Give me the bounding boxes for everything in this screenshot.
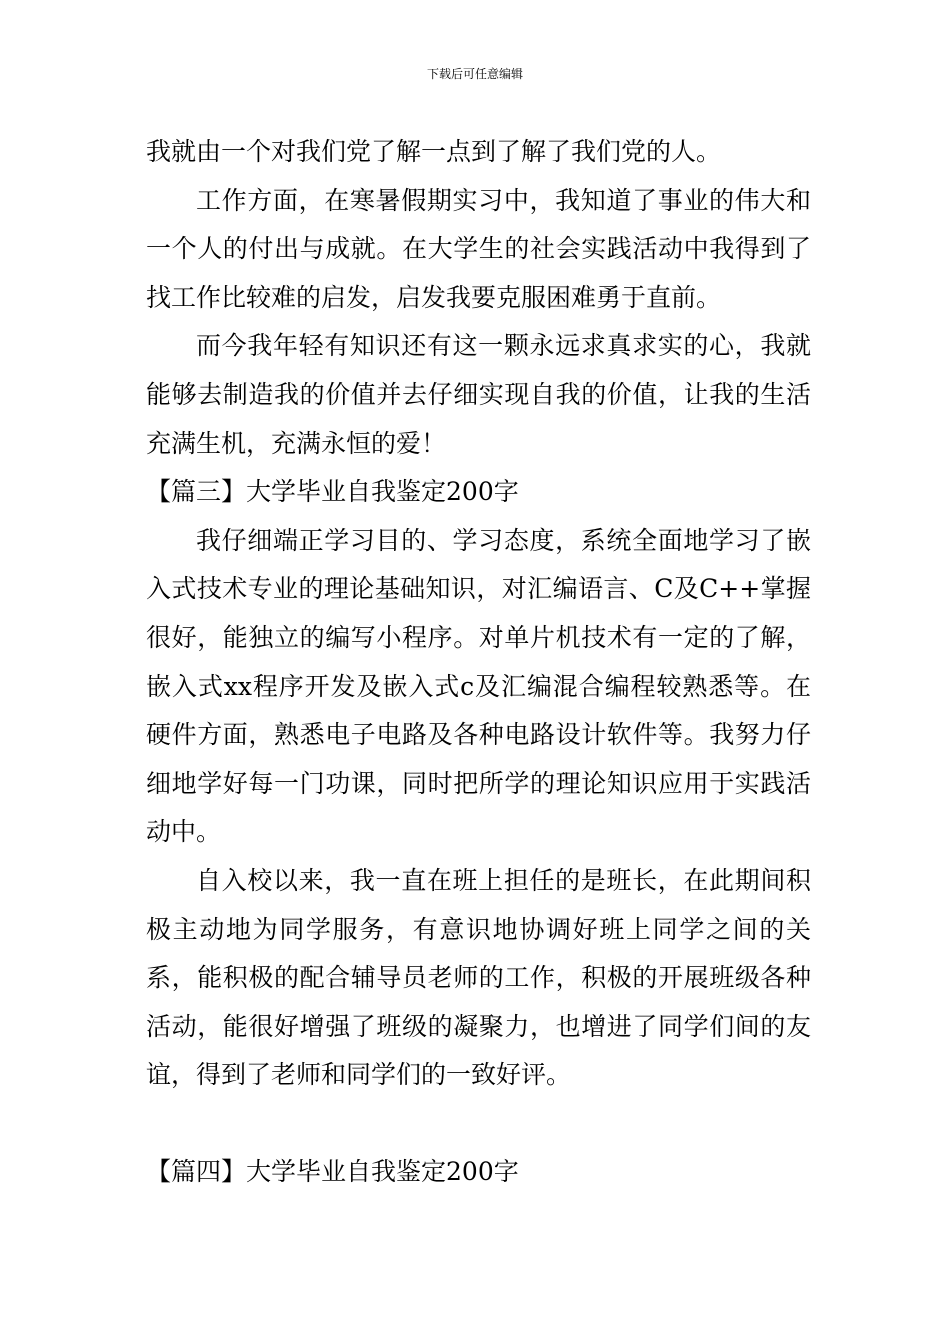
section-heading-part4: 【篇四】大学毕业自我鉴定200字 [146,1157,519,1187]
paragraph-class-monitor: 自入校以来，我一直在班上担任的是班长，在此期间积极主动地为同学服务，有意识地协调好班上同学之间的关系，能积极的配合辅导员老师的工作，积极的开展班级各种活动，能很好增强了班级的凝聚力，也增进了同学们间的友谊，得到了老师和同学们的一致好评。 [146,865,811,1090]
paragraph-continuation: 我就由一个对我们党了解一点到了解了我们党的人。 [146,137,722,166]
paragraph-aspiration: 而今我年轻有知识还有这一颗永远求真求实的心，我就能够去制造我的价值并去仔细实现自我的价值，让我的生活充满生机，充满永恒的爱！ [146,331,811,458]
blank-line [146,1100,811,1149]
page-header: 下载后可任意编辑 [426,67,523,81]
paragraph-work: 工作方面，在寒暑假期实习中，我知道了事业的伟大和一个人的付出与成就。在大学生的社会实践活动中我得到了找工作比较难的启发，启发我要克服困难勇于直前。 [146,185,811,312]
section-heading-part3: 【篇三】大学毕业自我鉴定200字 [146,477,519,507]
paragraph-study: 我仔细端正学习目的、学习态度，系统全面地学习了嵌入式技术专业的理论基础知识，对汇编语言、C及C++掌握很好，能独立的编写小程序。对单片机技术有一定的了解，嵌入式xx程序开发及嵌入式c及汇编混合编程较熟悉等。在硬件方面，熟悉电子电路及各种电路设计软件等。我努力仔细地学好每一门功课，同时把所学的理论知识应用于实践活动中。 [146,525,811,847]
document-body [146,128,811,1197]
